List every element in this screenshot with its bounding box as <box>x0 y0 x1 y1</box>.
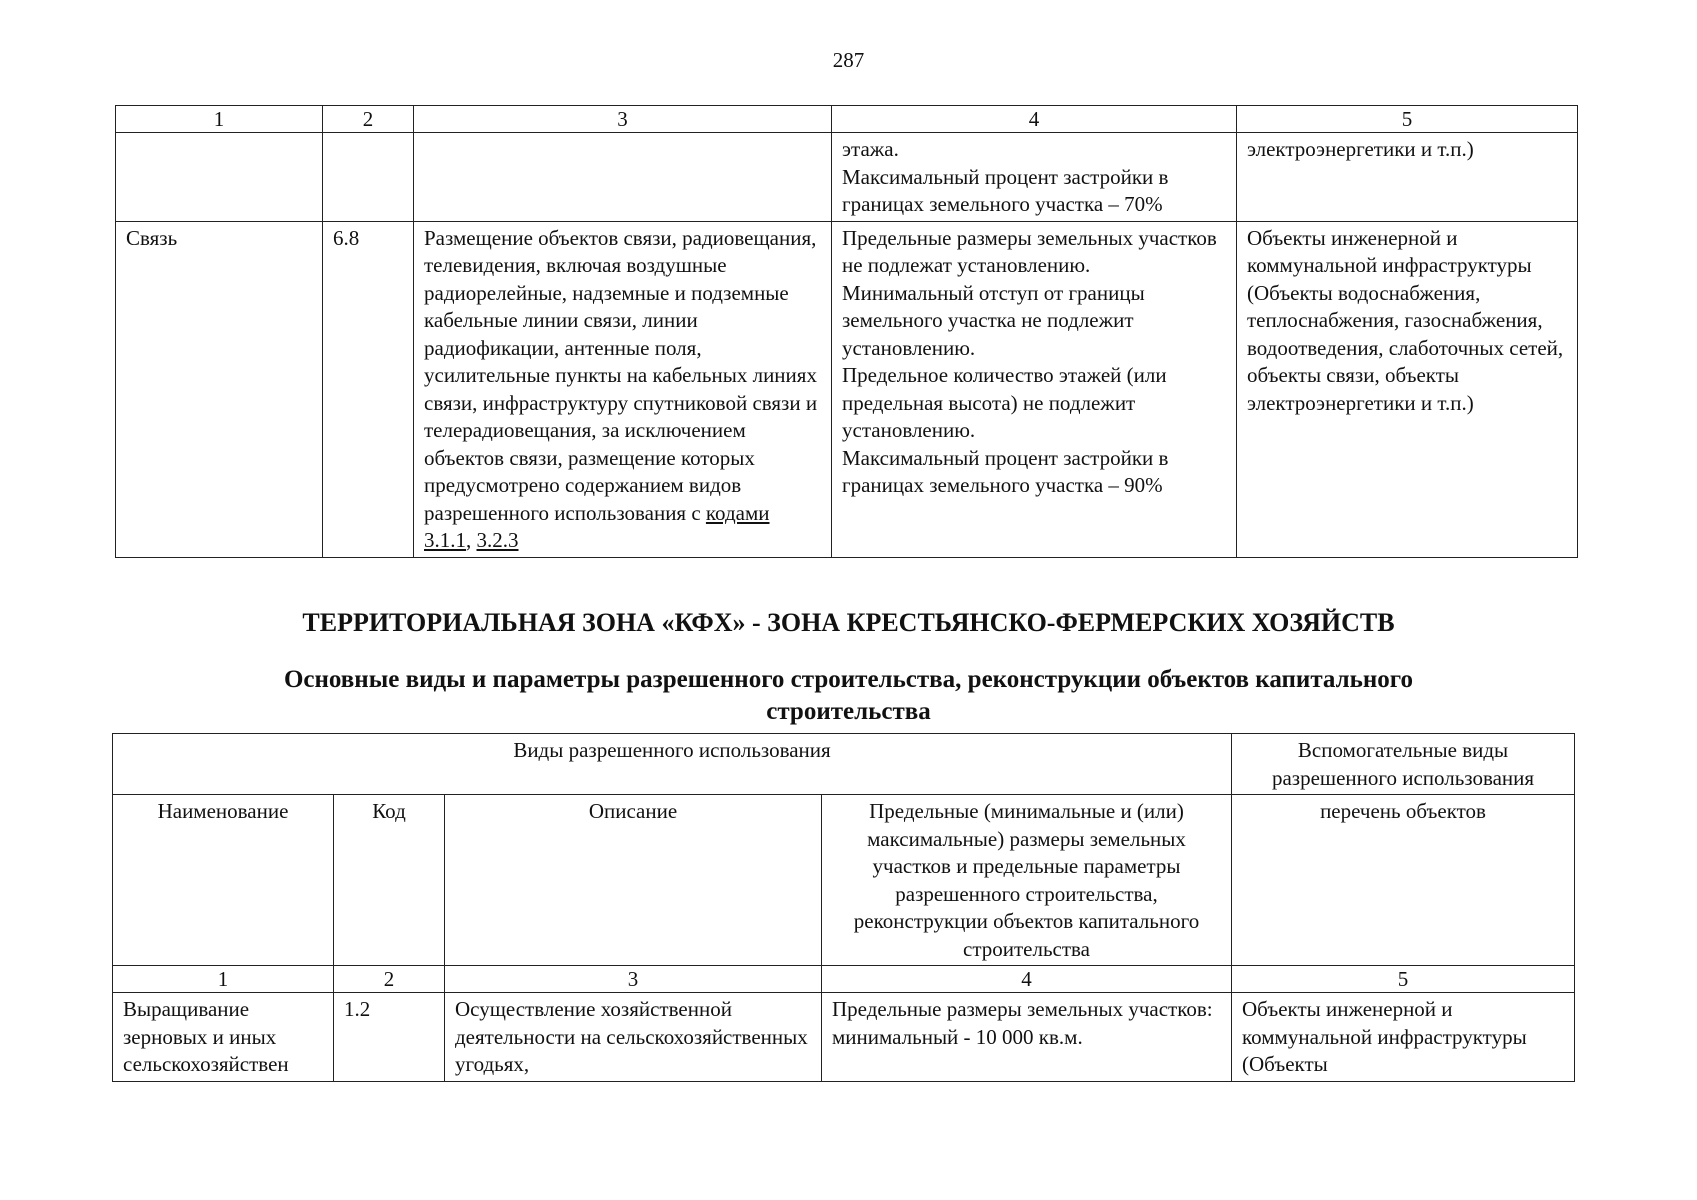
cell-name: Связь <box>116 221 323 557</box>
cell-auxiliary: Объекты инженерной и коммунальной инфраструктуры (Объекты водоснабжения, теплоснабжения, газоснабжения, водоотведения, слаботочных сетей, объекты связи, объекты электроэнергетики и т.п.) <box>1237 221 1578 557</box>
header-name: Наименование <box>113 795 334 966</box>
column-number-row <box>116 106 1578 133</box>
cell-parameters <box>822 993 1232 1082</box>
cell-code: 1.2 <box>334 993 445 1082</box>
column-number-row <box>113 966 1575 993</box>
cell-description <box>414 133 832 222</box>
cell-description <box>414 221 832 557</box>
parameter-line: этажа. <box>842 137 899 161</box>
group-header-aux: Вспомогательные виды разрешенного использования <box>1232 734 1575 795</box>
column-number: 4 <box>832 106 1237 133</box>
column-number: 1 <box>113 966 334 993</box>
column-number: 5 <box>1232 966 1575 993</box>
table-row <box>113 993 1575 1082</box>
description-text: Размещение объектов связи, радиовещания, телевидения, включая воздушные радиорелейные, надземные и подземные кабельные линии связи, линии радиофикации, антенные поля, усилительные пункты на кабельных линиях связи, инфраструктуру спутниковой связи и телерадиовещания, за исключением объектов связи, размещение которых предусмотрено содержанием видов разрешенного использования с <box>424 225 818 525</box>
parameter-line: минимальный - 10 000 кв.м. <box>832 1024 1083 1049</box>
table-row <box>116 221 1578 557</box>
parameter-line: Минимальный отступ от границы земельного участка не подлежит установлению. <box>842 280 1145 360</box>
reference-separator: , <box>466 528 477 552</box>
code-reference-link[interactable]: 3.2.3 <box>476 528 519 552</box>
header-code: Код <box>334 795 445 966</box>
cell-code <box>323 133 414 222</box>
column-number: 4 <box>822 966 1232 993</box>
page-number: 287 <box>832 48 865 72</box>
cell-name <box>116 133 323 222</box>
parameter-line: Максимальный процент застройки в границах земельного участка – 70% <box>842 164 1169 216</box>
column-number: 3 <box>414 106 832 133</box>
header-parameters: Предельные (минимальные и (или) максимальные) размеры земельных участков и предельные параметры разрешенного строительства, реконструкции объектов капитального строительства <box>822 795 1232 966</box>
cell-description: Осуществление хозяйственной деятельности на сельскохозяйственных угодьях, <box>445 993 822 1082</box>
parameter-line: Предельные размеры земельных участков: <box>832 997 1213 1021</box>
table-row <box>116 133 1578 222</box>
header-auxiliary: перечень объектов <box>1232 795 1575 966</box>
section-title: Основные виды и параметры разрешенного строительства, реконструкции объектов капитального строительства <box>283 666 1414 725</box>
kfh-zone-table <box>112 733 1575 1082</box>
column-number: 5 <box>1237 106 1578 133</box>
code-reference-link[interactable]: кодами 3.1.1 <box>424 500 770 552</box>
header-description: Описание <box>445 795 822 966</box>
parameter-line: Максимальный процент застройки в границах земельного участка – 90% <box>842 445 1169 497</box>
header-row <box>113 795 1575 966</box>
parameter-line: Предельное количество этажей (или предельная высота) не подлежит установлению. <box>842 363 1167 442</box>
cell-parameters <box>832 133 1237 222</box>
group-header-main: Виды разрешенного использования <box>113 734 1232 795</box>
cell-auxiliary: Объекты инженерной и коммунальной инфраструктуры (Объекты <box>1232 993 1575 1082</box>
cell-name: Выращивание зерновых и иных сельскохозяйствен <box>113 993 334 1082</box>
group-header-row <box>113 734 1575 795</box>
column-number: 1 <box>116 106 323 133</box>
continuation-table <box>115 105 1578 558</box>
column-number: 3 <box>445 966 822 993</box>
column-number: 2 <box>323 106 414 133</box>
cell-parameters <box>832 221 1237 557</box>
column-number: 2 <box>334 966 445 993</box>
parameter-line: Предельные размеры земельных участков не подлежат установлению. <box>842 225 1217 277</box>
cell-auxiliary: электроэнергетики и т.п.) <box>1237 133 1578 222</box>
cell-code: 6.8 <box>323 221 414 557</box>
zone-title: ТЕРРИТОРИАЛЬНАЯ ЗОНА «КФХ» - ЗОНА КРЕСТЬЯНСКО-ФЕРМЕРСКИХ ХОЗЯЙСТВ <box>302 608 1395 637</box>
